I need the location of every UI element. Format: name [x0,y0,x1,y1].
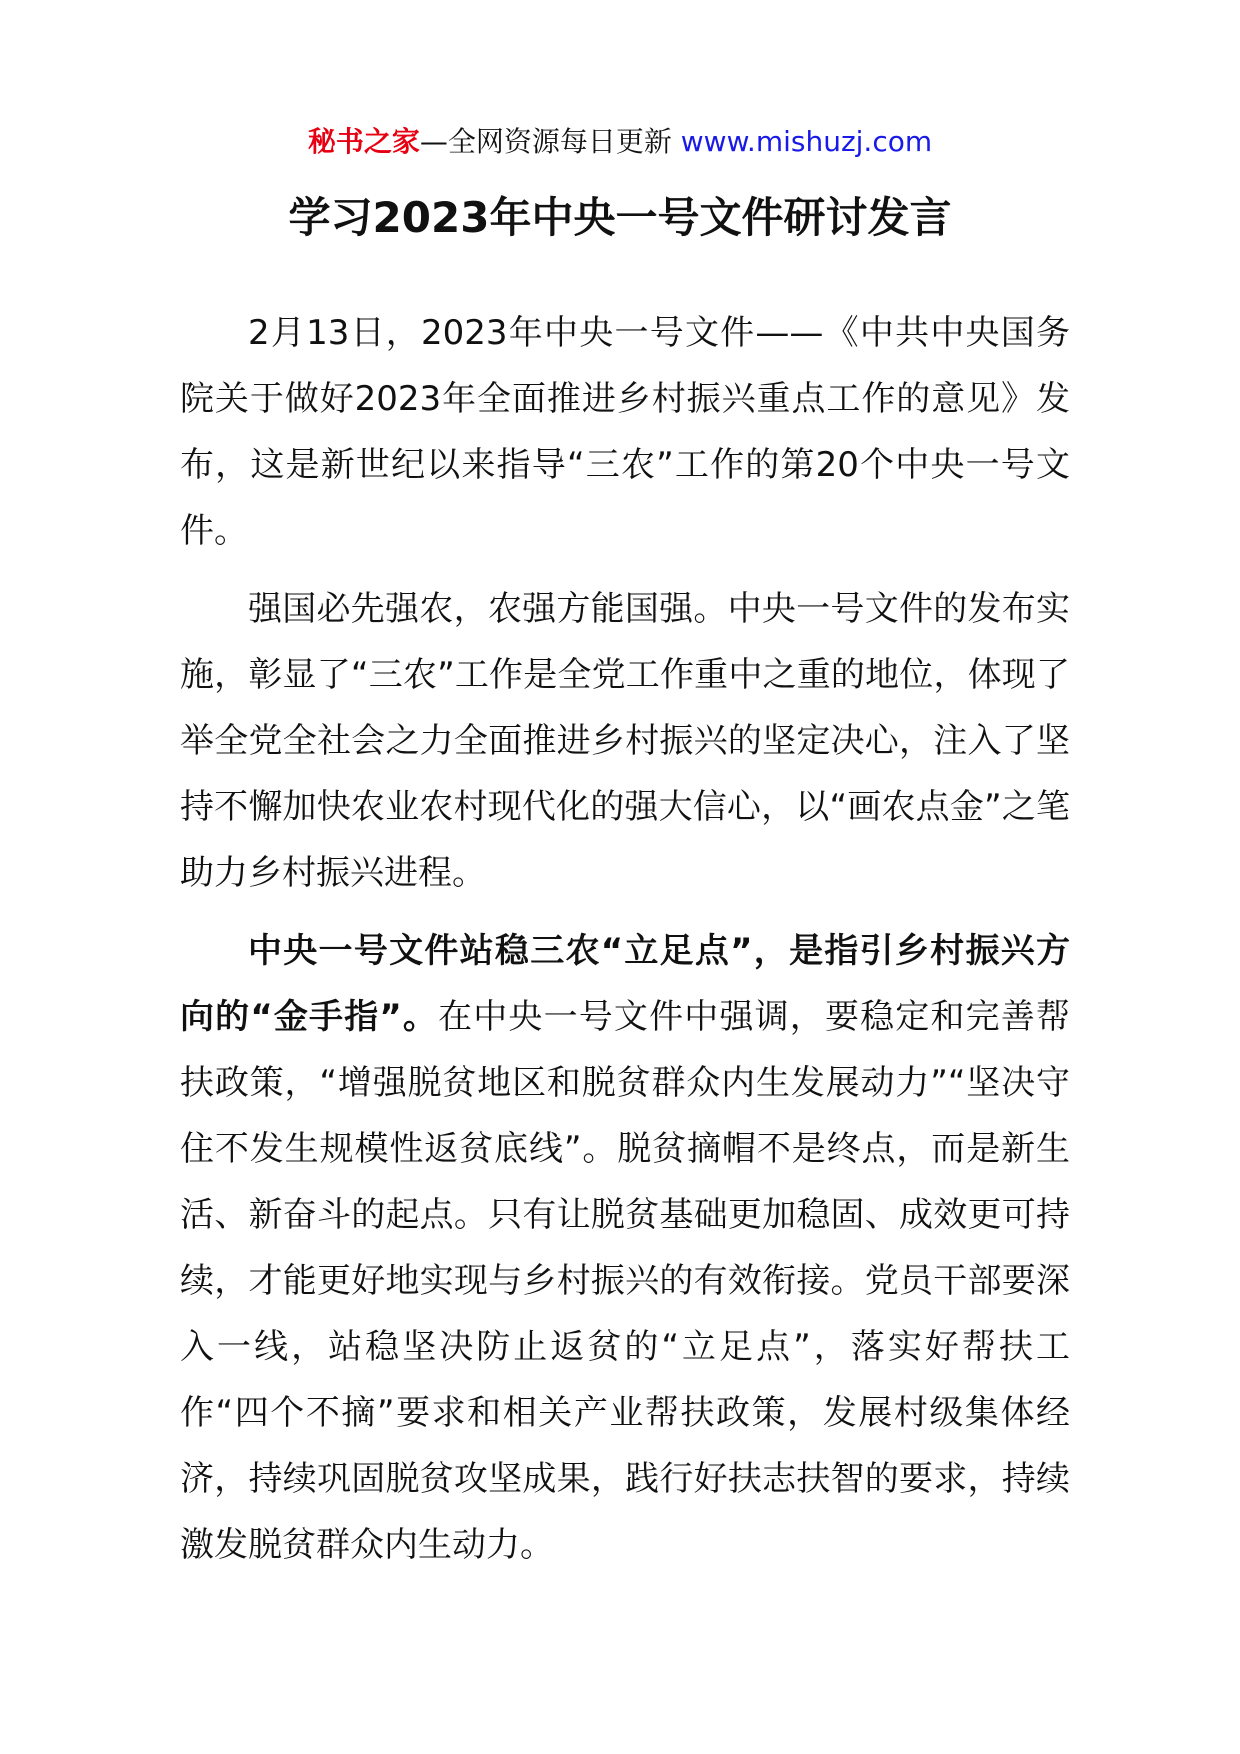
paragraph-2 [180,576,1070,906]
document-title: 学习2023年中央一号文件研讨发言 [288,193,952,242]
paragraph-text: 在中央一号文件中强调，要稳定和完善帮扶政策，“增强脱贫地区和脱贫群众内生发展动力”“坚决守住不发生规模性返贫底线”。脱贫摘帽不是终点，而是新生活、新奋斗的起点。只有让脱贫基础更加稳固、成效更可持续，才能更好地实现与乡村振兴的有效衔接。党员干部要深入一线，站稳坚决防止返贫的“立足点”，落实好帮扶工作“四个不摘”要求和相关产业帮扶政策，发展村级集体经济，持续巩固脱贫攻坚成果，践行好扶志扶智的要求，持续激发脱贫群众内生动力。 [180,997,1070,1565]
paragraph-text: 强国必先强农，农强方能国强。中央一号文件的发布实施，彰显了“三农”工作是全党工作重中之重的地位，体现了举全党全社会之力全面推进乡村振兴的坚定决心，注入了坚持不懈加快农业农村现代化的强大信心，以“画农点金”之笔助力乡村振兴进程。 [180,589,1070,893]
site-name: 秘书之家 [307,125,420,158]
paragraph-lead-bold: 中央一号文件站稳三农“立足点”，是指引乡村振兴方向的“金手指”。 [180,931,1070,1037]
site-header [0,122,1240,162]
paragraph-1 [180,300,1070,564]
paragraph-3 [180,918,1070,1578]
paragraph-text: 2月13日，2023年中央一号文件——《中共中央国务院关于做好2023年全面推进乡村振兴重点工作的意见》发布，这是新世纪以来指导“三农”工作的第20个中央一号文件。 [180,313,1070,551]
site-tagline: —全网资源每日更新 [419,125,681,158]
site-url-link[interactable]: www.mishuzj.com [680,125,933,158]
document-body [180,300,1070,1590]
